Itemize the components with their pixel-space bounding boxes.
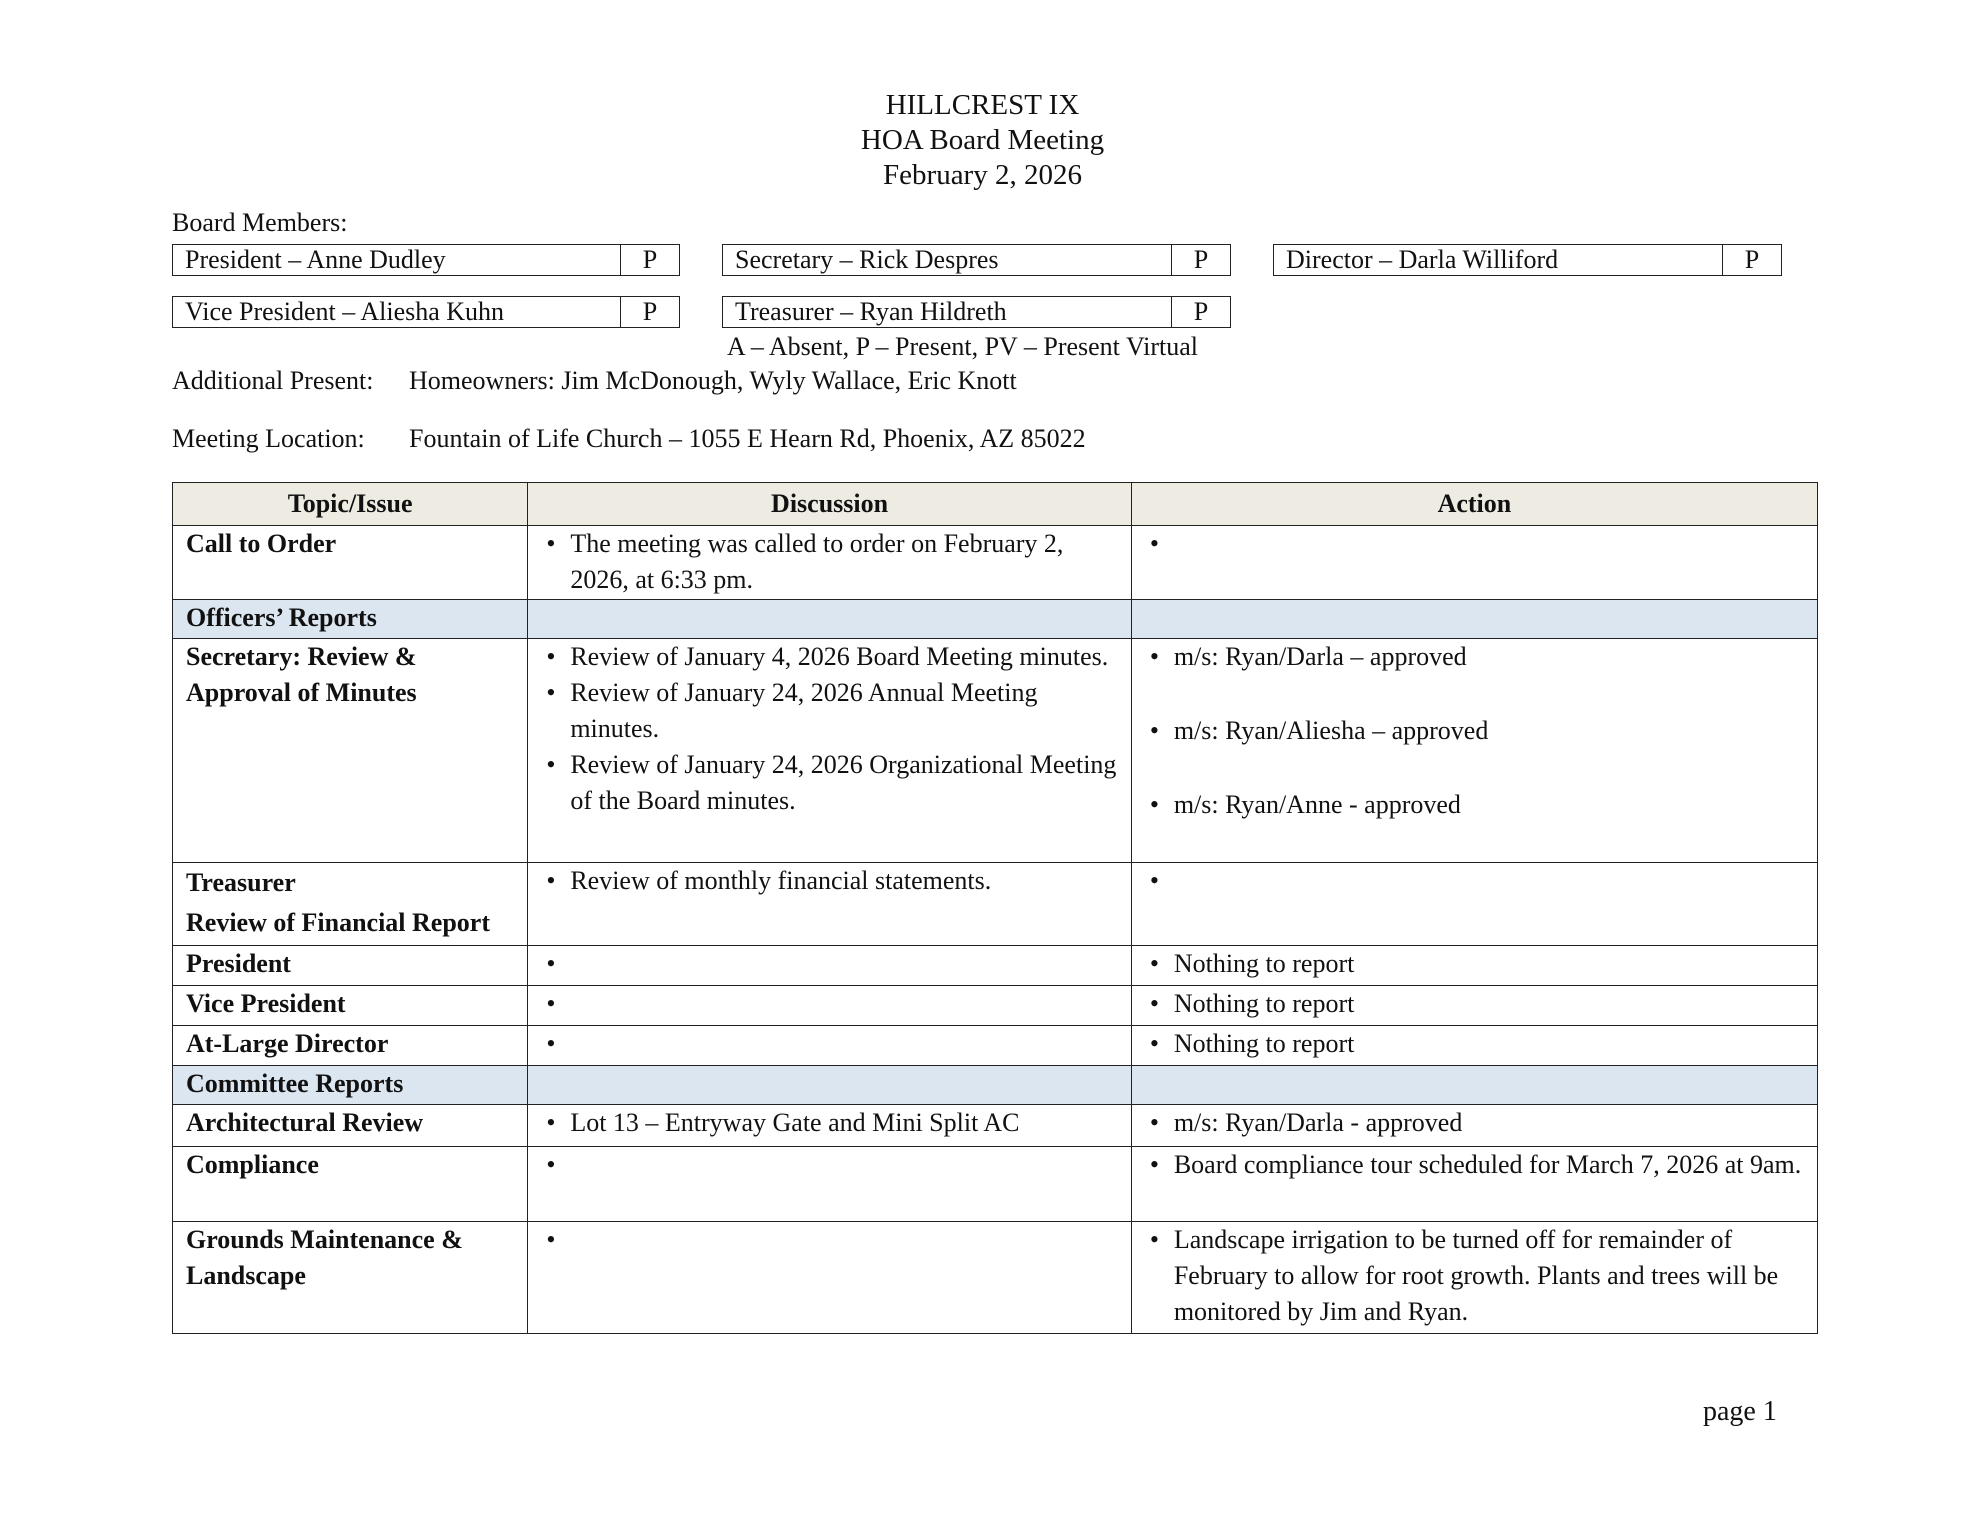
row-president bbox=[173, 946, 1818, 986]
action-cell bbox=[1131, 1222, 1817, 1334]
section-officers-reports bbox=[173, 600, 1818, 639]
action-cell bbox=[1131, 1026, 1817, 1066]
column-header-topic: Topic/Issue bbox=[173, 483, 528, 526]
member-president: President – Anne Dudley P bbox=[172, 244, 680, 276]
discussion-cell bbox=[528, 1105, 1132, 1147]
meeting-location-value: Fountain of Life Church – 1055 E Hearn Rd, Phoenix, AZ 85022 bbox=[409, 424, 1086, 453]
action-item: • m/s: Ryan/Darla - approved bbox=[1132, 1105, 1809, 1141]
discussion-item: • Review of January 4, 2026 Board Meeting minutes. bbox=[528, 639, 1123, 675]
action-item: • Nothing to report bbox=[1132, 1026, 1809, 1062]
column-header-action: Action bbox=[1131, 483, 1817, 526]
topic-cell: At-Large Director bbox=[173, 1026, 528, 1066]
topic-cell: Secretary: Review & Approval of Minutes bbox=[173, 639, 528, 863]
topic-cell: Compliance bbox=[173, 1147, 528, 1222]
attendance-status: P bbox=[1171, 245, 1230, 275]
discussion-item: • Review of January 24, 2026 Annual Meeting minutes. bbox=[528, 675, 1123, 747]
org-name: HILLCREST IX bbox=[885, 89, 1080, 121]
member-director: Director – Darla Williford P bbox=[1273, 244, 1782, 276]
column-header-discussion: Discussion bbox=[528, 483, 1132, 526]
board-members-label: Board Members: bbox=[172, 208, 348, 237]
section-title: Officers’ Reports bbox=[173, 600, 528, 639]
action-cell bbox=[1131, 639, 1817, 863]
action-cell bbox=[1131, 1147, 1817, 1222]
discussion-cell bbox=[528, 986, 1132, 1026]
discussion-item: • Review of monthly financial statements. bbox=[528, 863, 1123, 899]
discussion-cell bbox=[528, 639, 1132, 863]
attendance-status: P bbox=[1171, 297, 1230, 327]
attendance-status: P bbox=[1722, 245, 1781, 275]
row-at-large-director bbox=[173, 1026, 1818, 1066]
attendance-status: P bbox=[620, 245, 679, 275]
discussion-item: • The meeting was called to order on February 2, 2026, at 6:33 pm. bbox=[528, 526, 1123, 598]
table-header-row bbox=[173, 483, 1818, 526]
member-vice-president: Vice President – Aliesha Kuhn P bbox=[172, 296, 680, 328]
minutes-table bbox=[172, 482, 1818, 1334]
row-treasurer bbox=[173, 863, 1818, 946]
topic-cell: President bbox=[173, 946, 528, 986]
action-item: • Nothing to report bbox=[1132, 946, 1809, 982]
section-title: Committee Reports bbox=[173, 1066, 528, 1105]
action-cell bbox=[1131, 946, 1817, 986]
topic-cell: Vice President bbox=[173, 986, 528, 1026]
row-vice-president bbox=[173, 986, 1818, 1026]
row-architectural-review bbox=[173, 1105, 1818, 1147]
topic-cell: Call to Order bbox=[173, 526, 528, 600]
additional-present-label: Additional Present: bbox=[172, 366, 374, 395]
member-treasurer: Treasurer – Ryan Hildreth P bbox=[722, 296, 1231, 328]
page-number: page 1 bbox=[1703, 1396, 1777, 1427]
member-secretary: Secretary – Rick Despres P bbox=[722, 244, 1231, 276]
row-call-to-order bbox=[173, 526, 1818, 600]
action-item: • m/s: Ryan/Anne - approved bbox=[1132, 787, 1809, 823]
row-compliance bbox=[173, 1147, 1818, 1222]
discussion-item: • Lot 13 – Entryway Gate and Mini Split AC bbox=[528, 1105, 1123, 1141]
topic-cell: Treasurer Review of Financial Report bbox=[173, 863, 528, 946]
meeting-location bbox=[172, 424, 1086, 454]
action-cell bbox=[1131, 986, 1817, 1026]
attendance-legend: A – Absent, P – Present, PV – Present Virtual bbox=[727, 332, 1199, 361]
action-cell bbox=[1131, 526, 1817, 600]
discussion-item: • Review of January 24, 2026 Organizational Meeting of the Board minutes. bbox=[528, 747, 1123, 819]
discussion-cell bbox=[528, 863, 1132, 946]
meeting-location-label: Meeting Location: bbox=[172, 424, 365, 453]
topic-cell: Grounds Maintenance & Landscape bbox=[173, 1222, 528, 1334]
action-item: • Nothing to report bbox=[1132, 986, 1809, 1022]
action-item: • Board compliance tour scheduled for March 7, 2026 at 9am. bbox=[1132, 1147, 1809, 1183]
additional-present-value: Homeowners: Jim McDonough, Wyly Wallace, Eric Knott bbox=[409, 366, 1017, 395]
discussion-cell bbox=[528, 1147, 1132, 1222]
discussion-cell bbox=[528, 1026, 1132, 1066]
action-cell bbox=[1131, 1105, 1817, 1147]
action-item: • Landscape irrigation to be turned off for remainder of February to allow for root growth. Plants and trees will be monitored by Jim and Ryan. bbox=[1132, 1222, 1809, 1330]
topic-cell: Architectural Review bbox=[173, 1105, 528, 1147]
meeting-title: HOA Board Meeting bbox=[860, 124, 1105, 156]
meeting-date: February 2, 2026 bbox=[883, 159, 1082, 191]
section-committee-reports bbox=[173, 1066, 1818, 1105]
action-item: • m/s: Ryan/Darla – approved bbox=[1132, 639, 1809, 675]
additional-present bbox=[172, 366, 1017, 396]
document-header bbox=[0, 88, 1965, 193]
attendance-status: P bbox=[620, 297, 679, 327]
action-cell bbox=[1131, 863, 1817, 946]
discussion-cell bbox=[528, 526, 1132, 600]
row-secretary-minutes bbox=[173, 639, 1818, 863]
action-item: • m/s: Ryan/Aliesha – approved bbox=[1132, 713, 1809, 749]
row-grounds-maintenance bbox=[173, 1222, 1818, 1334]
discussion-cell bbox=[528, 946, 1132, 986]
discussion-cell bbox=[528, 1222, 1132, 1334]
